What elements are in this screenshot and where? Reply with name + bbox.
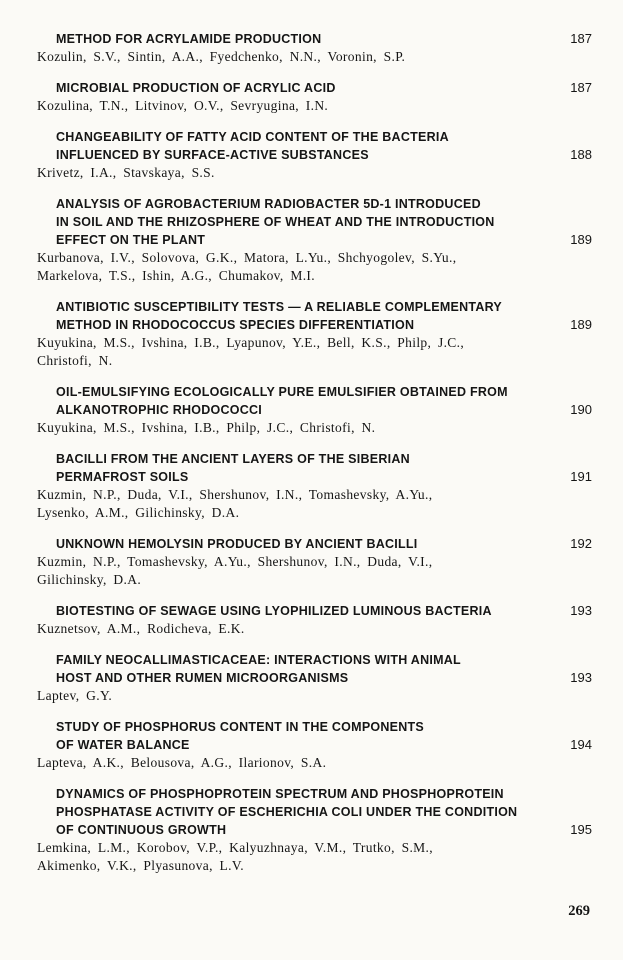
entry-head [37, 30, 592, 48]
toc-entry [37, 298, 592, 370]
entry-head [37, 383, 592, 419]
footer-page-number: 269 [568, 903, 590, 919]
entry-page-number: 193 [570, 603, 592, 618]
entry-authors [37, 620, 592, 638]
entry-title [37, 195, 560, 249]
entry-title [37, 383, 560, 419]
toc-entry [37, 79, 592, 115]
entry-title-line: FAMILY NEOCALLIMASTICACEAE: INTERACTIONS WITH ANIMAL [56, 653, 461, 667]
entry-head [37, 651, 592, 687]
entry-author-line: Lysenko, A.M., Gilichinsky, D.A. [37, 505, 240, 520]
entry-title-line: CHANGEABILITY OF FATTY ACID CONTENT OF THE BACTERIA [56, 130, 449, 144]
entry-title [37, 535, 560, 553]
entry-title [37, 602, 560, 620]
entry-author-line: Kozulin, S.V., Sintin, A.A., Fyedchenko, N.N., Voronin, S.P. [37, 49, 406, 64]
entry-page-number: 192 [570, 536, 592, 551]
entry-title-line: OIL-EMULSIFYING ECOLOGICALLY PURE EMULSIFIER OBTAINED FROM [56, 385, 508, 399]
entry-head [37, 785, 592, 839]
toc-entry [37, 785, 592, 875]
entry-authors [37, 334, 592, 370]
entry-title-line: ANALYSIS OF AGROBACTERIUM RADIOBACTER 5D-1 INTRODUCED [56, 197, 481, 211]
entry-author-line: Kuzmin, N.P., Duda, V.I., Shershunov, I.N., Tomashevsky, A.Yu., [37, 487, 433, 502]
entry-authors [37, 754, 592, 772]
entry-author-line: Kurbanova, I.V., Solovova, G.K., Matora, L.Yu., Shchyogolev, S.Yu., [37, 250, 457, 265]
toc-list [37, 30, 592, 875]
entry-authors [37, 687, 592, 705]
entry-title-line: PERMAFROST SOILS [56, 470, 189, 484]
entry-author-line: Kozulina, T.N., Litvinov, O.V., Sevryugina, I.N. [37, 98, 329, 113]
entry-author-line: Lemkina, L.M., Korobov, V.P., Kalyuzhnaya, V.M., Trutko, S.M., [37, 840, 433, 855]
entry-title-line: OF WATER BALANCE [56, 738, 190, 752]
entry-title-line: UNKNOWN HEMOLYSIN PRODUCED BY ANCIENT BACILLI [56, 537, 418, 551]
entry-title [37, 785, 560, 839]
entry-authors [37, 419, 592, 437]
toc-entry [37, 195, 592, 285]
toc-entry [37, 30, 592, 66]
entry-page-number: 193 [570, 670, 592, 685]
entry-author-line: Krivetz, I.A., Stavskaya, S.S. [37, 165, 215, 180]
entry-author-line: Kuyukina, M.S., Ivshina, I.B., Philp, J.C., Christofi, N. [37, 420, 376, 435]
entry-authors [37, 249, 592, 285]
entry-head [37, 128, 592, 164]
entry-authors [37, 553, 592, 589]
entry-head [37, 718, 592, 754]
entry-title-line: DYNAMICS OF PHOSPHOPROTEIN SPECTRUM AND PHOSPHOPROTEIN [56, 787, 504, 801]
entry-head [37, 79, 592, 97]
entry-author-line: Laptev, G.Y. [37, 688, 113, 703]
entry-page-number: 188 [570, 147, 592, 162]
entry-title-line: PHOSPHATASE ACTIVITY OF ESCHERICHIA COLI UNDER THE CONDITION [56, 805, 518, 819]
entry-authors [37, 48, 592, 66]
toc-entry [37, 535, 592, 589]
entry-title [37, 128, 560, 164]
entry-page-number: 195 [570, 822, 592, 837]
toc-entry [37, 602, 592, 638]
entry-title-line: ALKANOTROPHIC RHODOCOCCI [56, 403, 262, 417]
entry-page-number: 194 [570, 737, 592, 752]
entry-head [37, 535, 592, 553]
entry-author-line: Lapteva, A.K., Belousova, A.G., Ilarionov, S.A. [37, 755, 327, 770]
entry-author-line: Kuzmin, N.P., Tomashevsky, A.Yu., Shershunov, I.N., Duda, V.I., [37, 554, 433, 569]
toc-entry [37, 128, 592, 182]
entry-title [37, 718, 560, 754]
entry-title [37, 79, 560, 97]
entry-page-number: 187 [570, 31, 592, 46]
entry-title [37, 30, 560, 48]
entry-page-number: 191 [570, 469, 592, 484]
entry-title-line: OF CONTINUOUS GROWTH [56, 823, 227, 837]
entry-title-line: EFFECT ON THE PLANT [56, 233, 206, 247]
toc-entry [37, 383, 592, 437]
toc-entry [37, 718, 592, 772]
entry-author-line: Kuyukina, M.S., Ivshina, I.B., Lyapunov, Y.E., Bell, K.S., Philp, J.C., [37, 335, 465, 350]
entry-page-number: 190 [570, 402, 592, 417]
entry-author-line: Kuznetsov, A.M., Rodicheva, E.K. [37, 621, 245, 636]
entry-title-line: HOST AND OTHER RUMEN MICROORGANISMS [56, 671, 349, 685]
entry-page-number: 189 [570, 317, 592, 332]
entry-head [37, 298, 592, 334]
toc-entry [37, 651, 592, 705]
entry-title-line: METHOD IN RHODOCOCCUS SPECIES DIFFERENTIATION [56, 318, 415, 332]
entry-title [37, 298, 560, 334]
entry-title [37, 651, 560, 687]
entry-page-number: 187 [570, 80, 592, 95]
entry-authors [37, 839, 592, 875]
entry-authors [37, 164, 592, 182]
entry-page-number: 189 [570, 232, 592, 247]
entry-author-line: Markelova, T.S., Ishin, A.G., Chumakov, M.I. [37, 268, 316, 283]
entry-title-line: INFLUENCED BY SURFACE-ACTIVE SUBSTANCES [56, 148, 369, 162]
entry-title-line: ANTIBIOTIC SUSCEPTIBILITY TESTS — A RELIABLE COMPLEMENTARY [56, 300, 502, 314]
entry-authors [37, 97, 592, 115]
entry-title [37, 450, 560, 486]
entry-author-line: Gilichinsky, D.A. [37, 572, 142, 587]
entry-head [37, 602, 592, 620]
entry-title-line: BIOTESTING OF SEWAGE USING LYOPHILIZED LUMINOUS BACTERIA [56, 604, 492, 618]
toc-entry [37, 450, 592, 522]
entry-head [37, 195, 592, 249]
entry-title-line: METHOD FOR ACRYLAMIDE PRODUCTION [56, 32, 322, 46]
entry-title-line: IN SOIL AND THE RHIZOSPHERE OF WHEAT AND THE INTRODUCTION [56, 215, 495, 229]
entry-head [37, 450, 592, 486]
entry-author-line: Christofi, N. [37, 353, 113, 368]
entry-title-line: BACILLI FROM THE ANCIENT LAYERS OF THE SIBERIAN [56, 452, 410, 466]
entry-title-line: MICROBIAL PRODUCTION OF ACRYLIC ACID [56, 81, 336, 95]
entry-author-line: Akimenko, V.K., Plyasunova, L.V. [37, 858, 244, 873]
entry-authors [37, 486, 592, 522]
entry-title-line: STUDY OF PHOSPHORUS CONTENT IN THE COMPONENTS [56, 720, 424, 734]
